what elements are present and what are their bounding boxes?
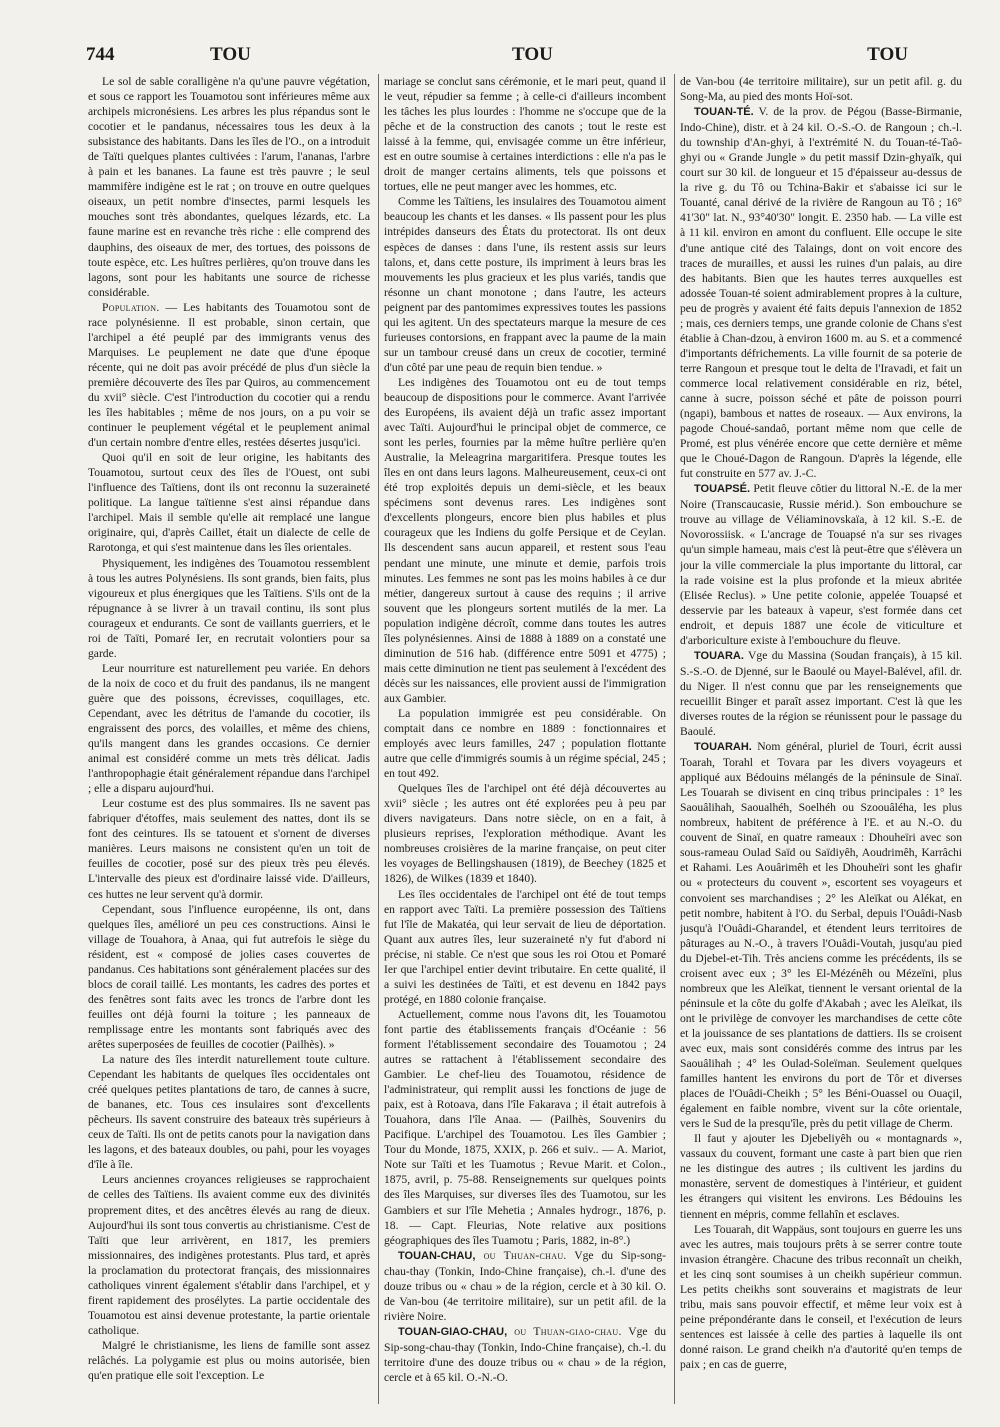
entry-headword: TOUAN-GIAO-CHAU, (398, 1325, 508, 1338)
text-column-right (680, 74, 962, 1404)
paragraph-text: Vge du Massina (Soudan français), à 15 kil. S.-S.-O. de Djenné, sur le Baoulé ou Mayel-Balével, afil. dr. du Niger. Il n'est connu que par les renseignements que recueillit Binger et paraît assez important. C'est là que les diverses routes de la région se réunissent pour le passage du Baoulé. (680, 648, 962, 739)
paragraph-text: Le sol de sable coralligène n'a qu'une pauvre végétation, et sous ce rapport les Touamotou sont inférieures même aux archipels micronésiens. Les arbres les plus répandus sont le cocotier et le pandanus, nécessaires tous les deux à la subsistance des habitants. Dans les îles de l'O., on a introduit de Taïti quelques plantes cultivées : l'arum, l'ananas, l'arbre à pain et les bananes. La faune est très pauvre ; le seul mammifère indigène est le rat ; on trouve en outre quelques oiseaux, un petit nombre d'insectes, parmi lesquels les mouches sont très abondantes, quelques lézards, etc. La faune marine est en revanche très riche : elle comprend des dauphins, des oiseaux de mer, des tortues, des poissons de toute espèce, etc. Les huîtres perlières, qu'on trouve dans les lagons, sont pour les habitants une source de richesse considérable. (88, 75, 370, 299)
paragraph (384, 74, 666, 194)
paragraph (88, 74, 370, 300)
paragraph (88, 1052, 370, 1172)
paragraph (384, 887, 666, 1007)
paragraph-text: Leurs anciennes croyances religieuses se rapprochaient de celles des Taïtiens. Ils avaient comme eux des divinités proprement dites, et des ancêtres élevés au rang de dieux. Aujourd'hui ils sont tous convertis au christianisme. C'est de Taïti que leur arrivèrent, en 1817, les premiers missionnaires, des indigènes protestants. Plus tard, et après la proclamation du protectorat français, des missionnaires catholiques vinrent également s'établir dans l'archipel, et y firent rapidement des prosélytes. La partie occidentale des Touamotou est ainsi devenue protestante, la partie orientale catholique. (88, 1173, 370, 1337)
dictionary-entry (680, 481, 962, 648)
paragraph-text: Vge du Sip-song-chau-thay (Tonkin, Indo-Chine française), ch.-l. d'une des douze tribus ou « chau » de la région, cercle et à 30 kil. O. de Van-bou (4e territoire militaire), sur un petit afil. de la rivière Noire. (384, 1248, 666, 1323)
paragraph (384, 781, 666, 886)
paragraph-text: Les indigènes des Touamotou ont eu de tout temps beaucoup de dispositions pour le commerce. Avant l'arrivée des Européens, ils avaient déjà un trafic assez important avec Taïti. Aujourd'hui le principal objet de commerce, ce sont les perles, fournies par la même huître perlière qu'en Australie, la Meleagrina margaritifera. Presque toutes les îles en ont dans leurs lagons. Malheureusement, ceux-ci ont été trop exploités depuis un demi-siècle, et les beaux spécimens sont devenus rares. Les indigènes sont d'excellents plongeurs, encore bien plus habiles et plus courageux que les Indiens du golfe Persique et de Ceylan. Ils descendent sans aucun appareil, et restent sous l'eau pendant une minute, une minute et demie, parfois trois minutes. Les femmes ne sont pas les moins habiles à ce dur métier, dangereux surtout à cause des requins ; il arrive souvent que les plongeurs sortent mutilés de la mer. La population indigène décroît, comme dans toutes les autres îles polynésiennes. Ainsi de 1888 à 1889 on a constaté une diminution de 516 hab. (différence entre 5091 et 4775) ; mais cette diminution ne tient pas seulement à l'excédent des décès sur les naissances, elle provient aussi de l'immigration aux Gambier. (384, 375, 666, 705)
entry-headword: TOUARA. (694, 649, 744, 662)
dictionary-entry (680, 648, 962, 739)
paragraph-text: mariage se conclut sans cérémonie, et le mari peut, quand il le veut, répudier sa femme ; à celle-ci d'ailleurs incombent les tâches les plus lourdes : l'homme ne s'occupe que de la pêche et de la construction des canots ; tout le reste est laissé à la femme, qui, envisagée comme un être inférieur, est en outre soumise à certaines interdictions : elle n'a pas le droit de manger certains aliments, tels que poissons et tortues, elle ne peut manger avec les hommes, etc. (384, 75, 666, 194)
paragraph-text: Cependant, sous l'influence européenne, ils ont, dans quelques îles, amélioré un peu ces constructions. Ainsi le village de Touahora, à Anaa, qui fut autrefois le siège du résident, est « composé de jolies cases couvertes de pandanus. Ces habitations sont généralement placées sur des blocs de corail taillé. Les montants, les cadres des portes et des fenêtres sont faits avec les troncs de l'arbre dont les feuilles ont déjà fourni la toiture ; les panneaux de remplissage entre les montants sont fabriqués avec des arêtes superposées de feuilles de cocotier (Pailhès). » (88, 902, 370, 1051)
paragraph (680, 1131, 962, 1221)
paragraph (88, 1338, 370, 1383)
paragraph (680, 1222, 962, 1372)
dictionary-entry (680, 104, 962, 481)
paragraph-text: de Van-bou (4e territoire militaire), sur un petit afil. g. du Song-Ma, au pied des monts Hoï-sot. (680, 75, 962, 104)
entry-variant: ou Thuan-giao-chau. (507, 1324, 622, 1338)
paragraph-text: Vge du Sip-song-chau-thay (Tonkin, Indo-Chine française), ch.-l. du territoire d'une des douze tribus ou « chau » de la région, cercle et à 65 kil. O.-N.-O. (384, 1324, 666, 1385)
paragraph-text: Petit fleuve côtier du littoral N.-E. de la mer Noire (Transcaucasie, Russie mérid.). Son embouchure se trouve au village de Véliaminovskaïa, à 12 kil. S.-E. de Novorossiisk. « L'ancrage de Touapsé n'a sur ses rivages qu'un simple hameau, mais c'est là peut-être que s'élèvera un jour la ville commerciale la plus importante du littoral, car la rade voisine est la plus profonde et la mieux abritée (Elisée Reclus). » Une petite colonie, appelée Touapsé et desservie par les bateaux à vapeur, s'est formée dans cet endroit, et depuis 1887 une école de viticulture et d'arboriculture existe à l'embouchure du fleuve. (680, 482, 962, 647)
header-word-left: TOU (210, 44, 251, 65)
dictionary-entry (384, 1248, 666, 1324)
paragraph (88, 902, 370, 1052)
section-label: Population. (102, 300, 160, 314)
paragraph (384, 1007, 666, 1248)
paragraph-text: Leur nourriture est naturellement peu variée. En dehors de la noix de coco et du fruit des pandanus, ils ne mangent guère que des poissons, écrevisses, coquillages, etc. Cependant, avec les détritus de l'amande du cocotier, ils engraissent des porcs, des volailles, et même des chiens, qu'ils mangent dans les grandes occasions. Ce dernier animal est considéré comme un mets très délicat. Jadis l'anthropophagie était généralement répandue dans l'archipel ; elle a disparu aujourd'hui. (88, 661, 370, 796)
paragraph (88, 796, 370, 901)
paragraph (384, 375, 666, 706)
paragraph-text: Leur costume est des plus sommaires. Ils ne savent pas fabriquer d'étoffes, mais seulement des nattes, dont ils se font des ceintures. Ils se tatouent et s'ornent de diverses manières. Leurs maisons ne consistent qu'en un toit de feuilles de cocotier, posé sur des pieux très peu élevés. L'intervalle des pieux est d'ordinaire laissé vide. D'ailleurs, ces huttes ne leur servent qu'à dormir. (88, 797, 370, 901)
page-number: 744 (86, 44, 115, 65)
paragraph-text: Quelques îles de l'archipel ont été déjà découvertes au xvii° siècle ; les autres ont été explorées peu à peu par divers navigateurs. Dans notre siècle, on en a fait, à plusieurs reprises, l'exploration méthodique. Avant les nombreuses croisières de la marine française, on peut citer les voyages de Bellingshausen (1819), de Beechey (1825 et 1826), de Wilkes (1839 et 1840). (384, 782, 666, 886)
paragraph-text: Actuellement, comme nous l'avons dit, les Touamotou font partie des établissements français d'Océanie : 56 forment l'établissement secondaire des Touamotou ; 24 autres se rattachent à l'établissement secondaire des Gambier. Le chef-lieu des Touamotou, résidence de l'administrateur, qui remplit aussi les fonctions de juge de paix, est à Rotoava, dans l'île Fakarava ; il était autrefois à Touahora, dans l'île Anaa. — (Pailhès, Souvenirs du Pacifique. L'archipel des Touamotou. Les îles Gambier ; Tour du Monde, 1875, XXIX, p. 266 et suiv.. — A. Mariot, Note sur Taïti et les Tuamotus ; Revue Marit. et Colon., 1875, avril, p. 75-88. Renseignements sur quelques points des îles Marquises, sur diverses îles des Tuamotou, sur les Gambiers et sur l'île Mehetia ; Annales hydrogr., 1876, p. 18. — Capt. Fleurias, Note relative aux positions géographiques des îles Tuamotu ; Paris, 1882, in-8°.) (384, 1007, 666, 1247)
paragraph-text: Nom général, pluriel de Touri, écrit aussi Toarah, Torahl et Tovara par les divers voyageurs et appliqué aux Bédouins mélangés de la péninsule de Sinaï. Les Touarah se divisent en cinq tribus principales : 1° les Saouâlihah, Saoualhéh, Soelhéh ou Szoouâléha, les plus nombreux, habitent de préférence à l'E. et au N.-O. du couvent de Sinaï, en quatre rameaux : Dhouheïri avec son sous-rameau Oulad Saïd ou Saïdiyêh, Aoudrimêh, Karrâchi et Rahami. Les Aouârimêh et les Dhouheïri sont les ghafir ou « protecteurs du couvent », escortent ses voyageurs et convoient ses marchandises ; 2° les Aleïkat ou Alékat, en petit nombre, habitent à l'O. du Serbal, depuis l'Ouâdi-Nasb jusqu'à l'Ouâdi-Gharandel, et étendent leurs territoires de pâturages au N.-O., à travers l'Ouâdi-Voutah, jusqu'au pied du Djebel-et-Tih. Très anciens comme les précédents, ils se croisent avec eux ; 3° les El-Mézénêh ou Mézeïni, plus nombreux que les Aleïkat, tiennent le versant oriental de la péninsule et la côte du golfe d'Akabah ; avec les Aleïkat, ils ont le privilège de convoyer les marchandises de cette côte et la jouissance de ses plantations de dattiers. Ils se croisent avec eux, mais sont considérés comme des intrus par les Saouâlihah ; 4° les Oulad-Soleïman. Seulement quelques familles hantent les environs du port de Tôr et diverses places de l'Ouâdi-Cheikh ; 5° les Béni-Ouassel ou Ouaçil, également en faible nombre, vivent sur la côte orientale, vers le Sud de la presqu'île, près du petit village de Cherm. (680, 740, 962, 1131)
dictionary-entry (384, 1324, 666, 1385)
paragraph-text: Malgré le christianisme, les liens de famille sont assez relâchés. La polygamie est plus ou moins autorisée, bien qu'en pratique elle soit l'exception. Le (88, 1338, 370, 1383)
paragraph (680, 74, 962, 104)
header-word-right: TOU (867, 44, 908, 65)
paragraph (88, 556, 370, 661)
paragraph (88, 450, 370, 555)
paragraph-text: La nature des îles interdit naturellement toute culture. Cependant les habitants de quelques îles occidentales ont créé quelques petites plantations de taro, de cannes à sucre, de bananes, etc. Tous ces insulaires sont d'excellents pêcheurs. Ils savent construire des bateaux très supérieurs à ceux de Taïti. Ils ont de petits canots pour la navigation dans les lagons, et des bateaux doubles, ou pahi, pour les voyages d'île à île. (88, 1053, 370, 1172)
text-column-left (88, 74, 370, 1404)
paragraph (384, 194, 666, 375)
header-word-center: TOU (512, 44, 553, 65)
paragraph (88, 1172, 370, 1338)
paragraph (384, 706, 666, 781)
paragraph (88, 661, 370, 796)
entry-headword: TOUAN-CHAU, (398, 1249, 476, 1262)
paragraph-text: Les Touarah, dit Wappäus, sont toujours en guerre les uns avec les autres, mais toujours prêts à se serrer contre toute invasion étrangère. Chacune des tribus reconnaît un cheikh, et les cinq sont soumises à un cheikh supérieur commun. Les petits cheikhs sont souverains et magistrats de leur tribu, mais sans pouvoir effectif, et même leur voix est à peine prépondérante dans le conseil, et l'exécution de leurs sentences est laissée à celle des parties à laquelle ils ont donné raison. Le grand cheikh n'a d'autorité qu'en temps de paix ; en cas de guerre, (680, 1222, 962, 1371)
paragraph-text: Comme les Taïtiens, les insulaires des Touamotou aiment beaucoup les chants et les danses. « Ils passent pour les plus intrépides danseurs des États du protectorat. Ils ont deux espèces de danses : dans l'une, ils restent assis sur leurs talons, et, dans cette posture, ils impriment à leurs bras les mouvements les plus gracieux et les plus variés, tandis que résonne un chant monotone ; dans l'autre, les acteurs peignent par des pantomimes expressives toutes les passions qui les agitent. Un des spectateurs marque la mesure de ces furieuses contorsions, en frappant avec la paume de la main sur un tambour creusé dans un creux de cocotier, terminé d'un côté par une peau de requin bien tendue. » (384, 195, 666, 374)
paragraph-text: V. de la prov. de Pégou (Basse-Birmanie, Indo-Chine), distr. et à 24 kil. O.-S.-O. de Rangoun ; ch.-l. du township d'An-ghyi, à l'extrémité N. du Touan-té-Taô-ghyi ou « Grande Jungle » du petit massif Dzin-ghyaïk, qui court sur 30 kil. de longueur et 15 d'épaisseur au-dessus de la rive g. du Tô ou Tchina-Bakir et s'abaisse ici sur le Touanté, canal dérivé de la rivière de Rangoun au Tô ; 16° 41'30" lat. N., 93°40'30" longit. E. 2350 hab. — La ville est à 11 kil. environ en amont du confluent. Elle occupe le site d'une antique cité des Talaings, dont on voit encore des traces de murailles, et aussi les ruines d'un palais, au dire des habitants. Bien que les hautes terres auxquelles est adossée Touan-té soient admirablement propres à la culture, peu de progrès y avaient été faits depuis l'annexion de 1852 ; mais, ces derniers temps, une grande colonie de Chans s'est établie à Chan-dzou, à environ 1600 m. au S. et a commencé d'importants défrichements. La ville fournit de sa poterie de terre Rangoun et presque tout le delta de l'Iravadi, et fait un commerce local relativement considérable en riz, bétel, canne à sucre, poisson séché et pâte de poisson pourri (ngapi), bambous et nattes de roseaux. — Aux environs, la pagode Choué-sandaô, portant même nom que celle de Promé, est plus vénérée encore que cette dernière et même que le Choué-Dagon de Rangoun. D'après la légende, elle fut construite en 577 av. J.-C. (680, 105, 962, 481)
entry-headword: TOUARAH. (694, 741, 752, 754)
dictionary-entry (680, 739, 962, 1131)
entry-variant: ou Thuan-chau. (475, 1248, 567, 1262)
paragraph-text: Les îles occidentales de l'archipel ont été de tout temps en rapport avec Taïti. La première possession des Taïtiens fut l'île de Makatéa, qui leur servait de lieu de déportation. Quant aux autres îles, leur suzeraineté n'y fut d'abord ni précise, ni stable. Ce n'est que sous les roi Otou et Pomaré Ier que l'archipel entier devint tributaire. En cette qualité, il a suivi les destinées de Taïti, et est devenu en 1842 pays protégé, en 1880 colonie française. (384, 887, 666, 1006)
paragraph-text: Quoi qu'il en soit de leur origine, les habitants des Touamotou, surtout ceux des îles de l'Ouest, ont subi l'influence des Taïtiens, dont ils ont reconnu la suzeraineté politique. La langue taïtienne s'est ainsi répandue dans l'archipel. Mais il semble qu'elle ait remplacé une langue originaire, qui, d'après Caillet, était un dialecte de celle de Rarotonga, et qui s'est maintenue dans les îles orientales. (88, 451, 370, 555)
paragraph-text: Physiquement, les indigènes des Touamotou ressemblent à tous les autres Polynésiens. Ils sont grands, bien faits, plus vigoureux et plus énergiques que les Taïtiens. S'ils ont de la répugnance à se livrer à un travail continu, ils sont plus courageux et endurants. Ce sont de vaillants guerriers, et le roi de Taïti, Pomaré Ier, en recrutait volontiers pour sa garde. (88, 556, 370, 660)
paragraph-text: — Les habitants des Touamotou sont de race polynésienne. Il est probable, sinon certain, que l'archipel a été peuplé par des immigrants venus des Marquises. Le peuplement ne date que d'une époque récente, qui ne doit pas avoir précédé de plus d'un siècle la première découverte des îles par Quiros, au commencement du xvii° siècle. C'est l'introduction du cocotier qui a rendu les îles habitables ; même de nos jours, on a pu voir se continuer le peuplement végétal et le peuplement animal d'un certain nombre d'entre elles, restées désertes jusqu'ici. (88, 300, 370, 450)
paragraph-text: La population immigrée est peu considérable. On comptait dans ce nombre en 1889 : fonctionnaires et employés avec leurs familles, 247 ; population flottante autre que celle d'immigrés soumis à un régime spécial, 245 ; en tout 492. (384, 706, 666, 781)
running-header (86, 44, 908, 72)
column-divider (378, 74, 379, 1404)
text-column-middle (384, 74, 666, 1404)
entry-headword: TOUAN-TÉ. (694, 106, 754, 119)
paragraph (88, 300, 370, 450)
entry-headword: TOUAPSÉ. (694, 483, 751, 496)
column-divider (674, 74, 675, 1404)
paragraph-text: Il faut y ajouter les Djebeliyêh ou « montagnards », vassaux du couvent, formant une caste à part bien que rien ne les distingue des autres ; ils cultivent les jardins du monastère, servent de domestiques à l'intérieur, et guident les étrangers qui visitent les environs. Les Bédouins les tiennent en mépris, comme fellahîn et esclaves. (680, 1132, 962, 1221)
